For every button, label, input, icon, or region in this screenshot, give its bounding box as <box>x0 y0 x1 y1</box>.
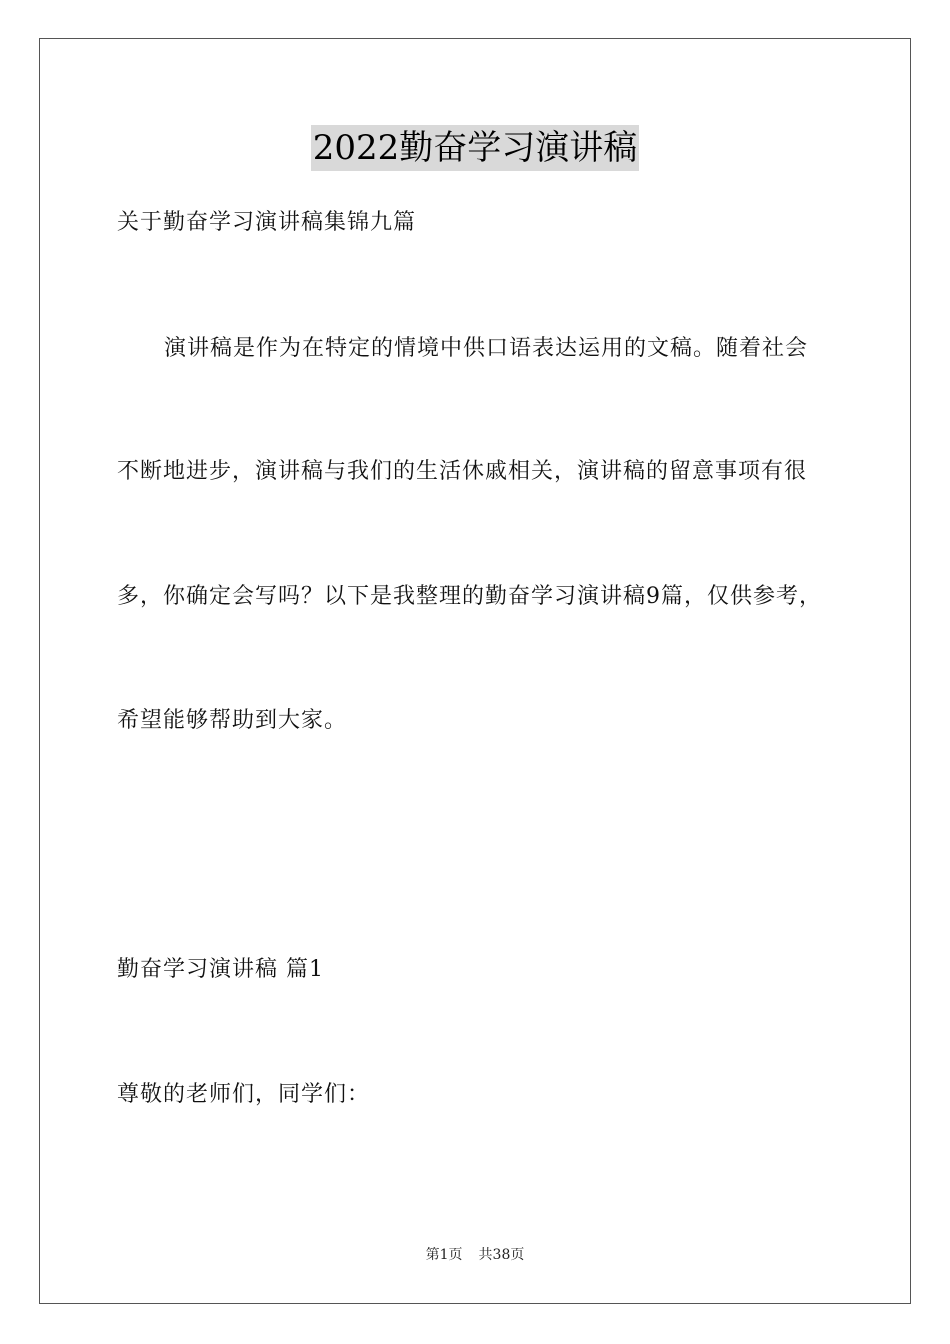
intro-line-4: 希望能够帮助到大家。 <box>117 708 348 733</box>
section-heading: 勤奋学习演讲稿 篇1 <box>117 957 324 982</box>
document-subtitle: 关于勤奋学习演讲稿集锦九篇 <box>117 210 417 235</box>
intro-line-3: 多，你确定会写吗？以下是我整理的勤奋学习演讲稿9篇，仅供参考， <box>117 584 822 609</box>
page-footer <box>0 1245 950 1265</box>
salutation: 尊敬的老师们，同学们： <box>117 1082 371 1107</box>
intro-line-1: 演讲稿是作为在特定的情境中供口语表达运用的文稿。随着社会 <box>164 336 809 361</box>
page-number: 第1页 <box>425 1247 463 1263</box>
document-title: 2022勤奋学习演讲稿 <box>311 125 640 171</box>
intro-line-2: 不断地进步，演讲稿与我们的生活休戚相关，演讲稿的留意事项有很 <box>117 459 808 484</box>
total-pages: 共38页 <box>478 1247 525 1263</box>
title-container <box>0 125 950 171</box>
